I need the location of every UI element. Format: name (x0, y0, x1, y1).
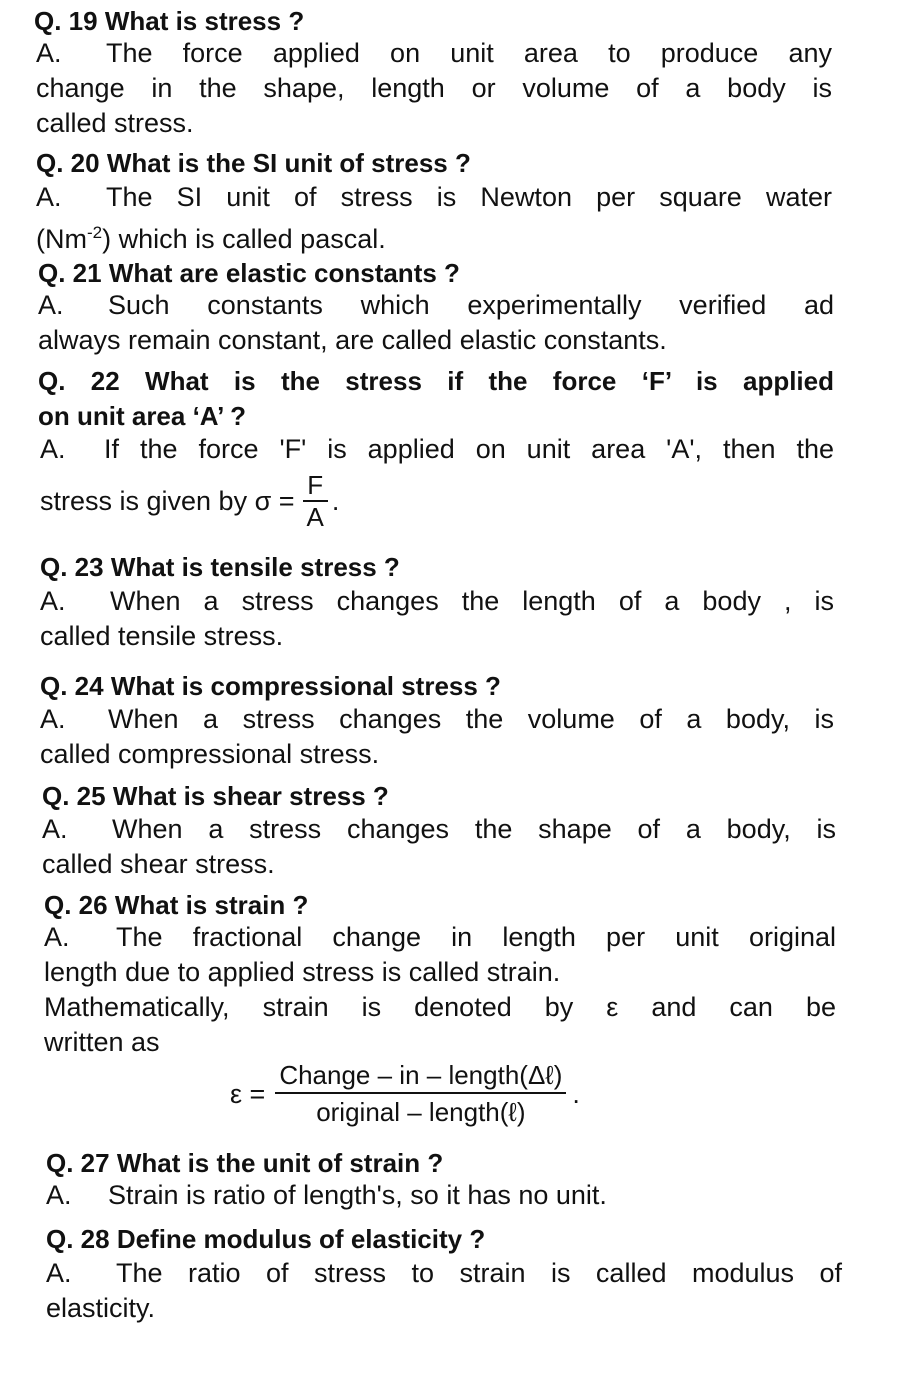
question-27: Q. 27 What is the unit of strain ? (46, 1148, 444, 1178)
answer-label: A. (36, 182, 62, 212)
answer-line: When a stress changes the length of a body , is (110, 586, 834, 616)
question-23: Q. 23 What is tensile stress ? (40, 552, 400, 582)
formula-lhs: ε = (230, 1078, 266, 1109)
answer-label: A. (44, 922, 70, 952)
answer-line: called compressional stress. (40, 739, 380, 769)
answer-line: called stress. (36, 108, 194, 138)
answer-line: When a stress changes the volume of a body, is (108, 704, 834, 734)
question-24: Q. 24 What is compressional stress ? (40, 671, 501, 701)
answer-line: The SI unit of stress is Newton per square water (106, 182, 832, 212)
strain-formula (230, 1058, 580, 1130)
answer-line: Such constants which experimentally verified ad (108, 290, 834, 320)
answer-line: If the force 'F' is applied on unit area 'A', then the (104, 434, 834, 464)
formula-text: stress is given by σ = (40, 485, 295, 516)
answer-label: A. (40, 586, 66, 616)
answer-20 (36, 180, 832, 254)
question-25: Q. 25 What is shear stress ? (42, 781, 389, 811)
answer-label: A. (36, 38, 62, 68)
answer-line: length due to applied stress is called strain. (44, 957, 561, 987)
answer-22 (40, 432, 834, 467)
stress-formula (40, 470, 339, 532)
answer-label: A. (40, 434, 66, 464)
answer-label: A. (46, 1180, 72, 1210)
fraction (275, 1058, 566, 1130)
answer-line: called tensile stress. (40, 621, 284, 651)
answer-24 (40, 702, 834, 772)
question-22-line-2: on unit area ‘A’ ? (38, 401, 247, 431)
question-26: Q. 26 What is strain ? (44, 890, 309, 920)
answer-19 (36, 36, 832, 141)
answer-26 (44, 920, 836, 1060)
answer-line: The fractional change in length per unit original (116, 922, 836, 952)
unit-text: (Nm (36, 224, 87, 254)
formula-end: . (331, 485, 340, 516)
answer-line: When a stress changes the shape of a body, is (112, 814, 836, 844)
answer-23 (40, 584, 834, 654)
unit-exponent: -2 (86, 223, 103, 242)
fraction-numerator: F (303, 470, 328, 502)
answer-line: The ratio of stress to strain is called modulus of (116, 1258, 842, 1288)
fraction-numerator: Change – in – length(Δℓ) (275, 1058, 566, 1094)
formula-end: . (572, 1078, 580, 1109)
answer-25 (42, 812, 836, 882)
answer-label: A. (38, 290, 64, 320)
fraction-denominator: original – length(ℓ) (316, 1097, 526, 1127)
answer-line: always remain constant, are called elastic constants. (38, 325, 667, 355)
fraction (303, 470, 328, 532)
answer-line: Strain is ratio of length's, so it has no unit. (108, 1180, 607, 1210)
answer-label: A. (40, 704, 66, 734)
fraction-denominator: A (306, 502, 324, 532)
question-20: Q. 20 What is the SI unit of stress ? (36, 148, 471, 178)
answer-line: elasticity. (46, 1293, 156, 1323)
question-22-line-1: Q. 22 What is the stress if the force ‘F’ is applied (38, 366, 834, 396)
answer-line: ) which is called pascal. (102, 224, 386, 254)
answer-28 (46, 1256, 842, 1326)
answer-line: called shear stress. (42, 849, 275, 879)
answer-27 (46, 1178, 838, 1213)
answer-line: The force applied on unit area to produce any (106, 38, 832, 68)
answer-21 (38, 288, 834, 358)
answer-label: A. (42, 814, 68, 844)
answer-label: A. (46, 1258, 72, 1288)
answer-line: written as (44, 1027, 160, 1057)
question-28: Q. 28 Define modulus of elasticity ? (46, 1224, 486, 1254)
question-19: Q. 19 What is stress ? (34, 6, 305, 36)
answer-line: Mathematically, strain is denoted by ε and can be (44, 992, 836, 1022)
answer-line: change in the shape, length or volume of a body is (36, 73, 832, 103)
question-21: Q. 21 What are elastic constants ? (38, 258, 460, 288)
